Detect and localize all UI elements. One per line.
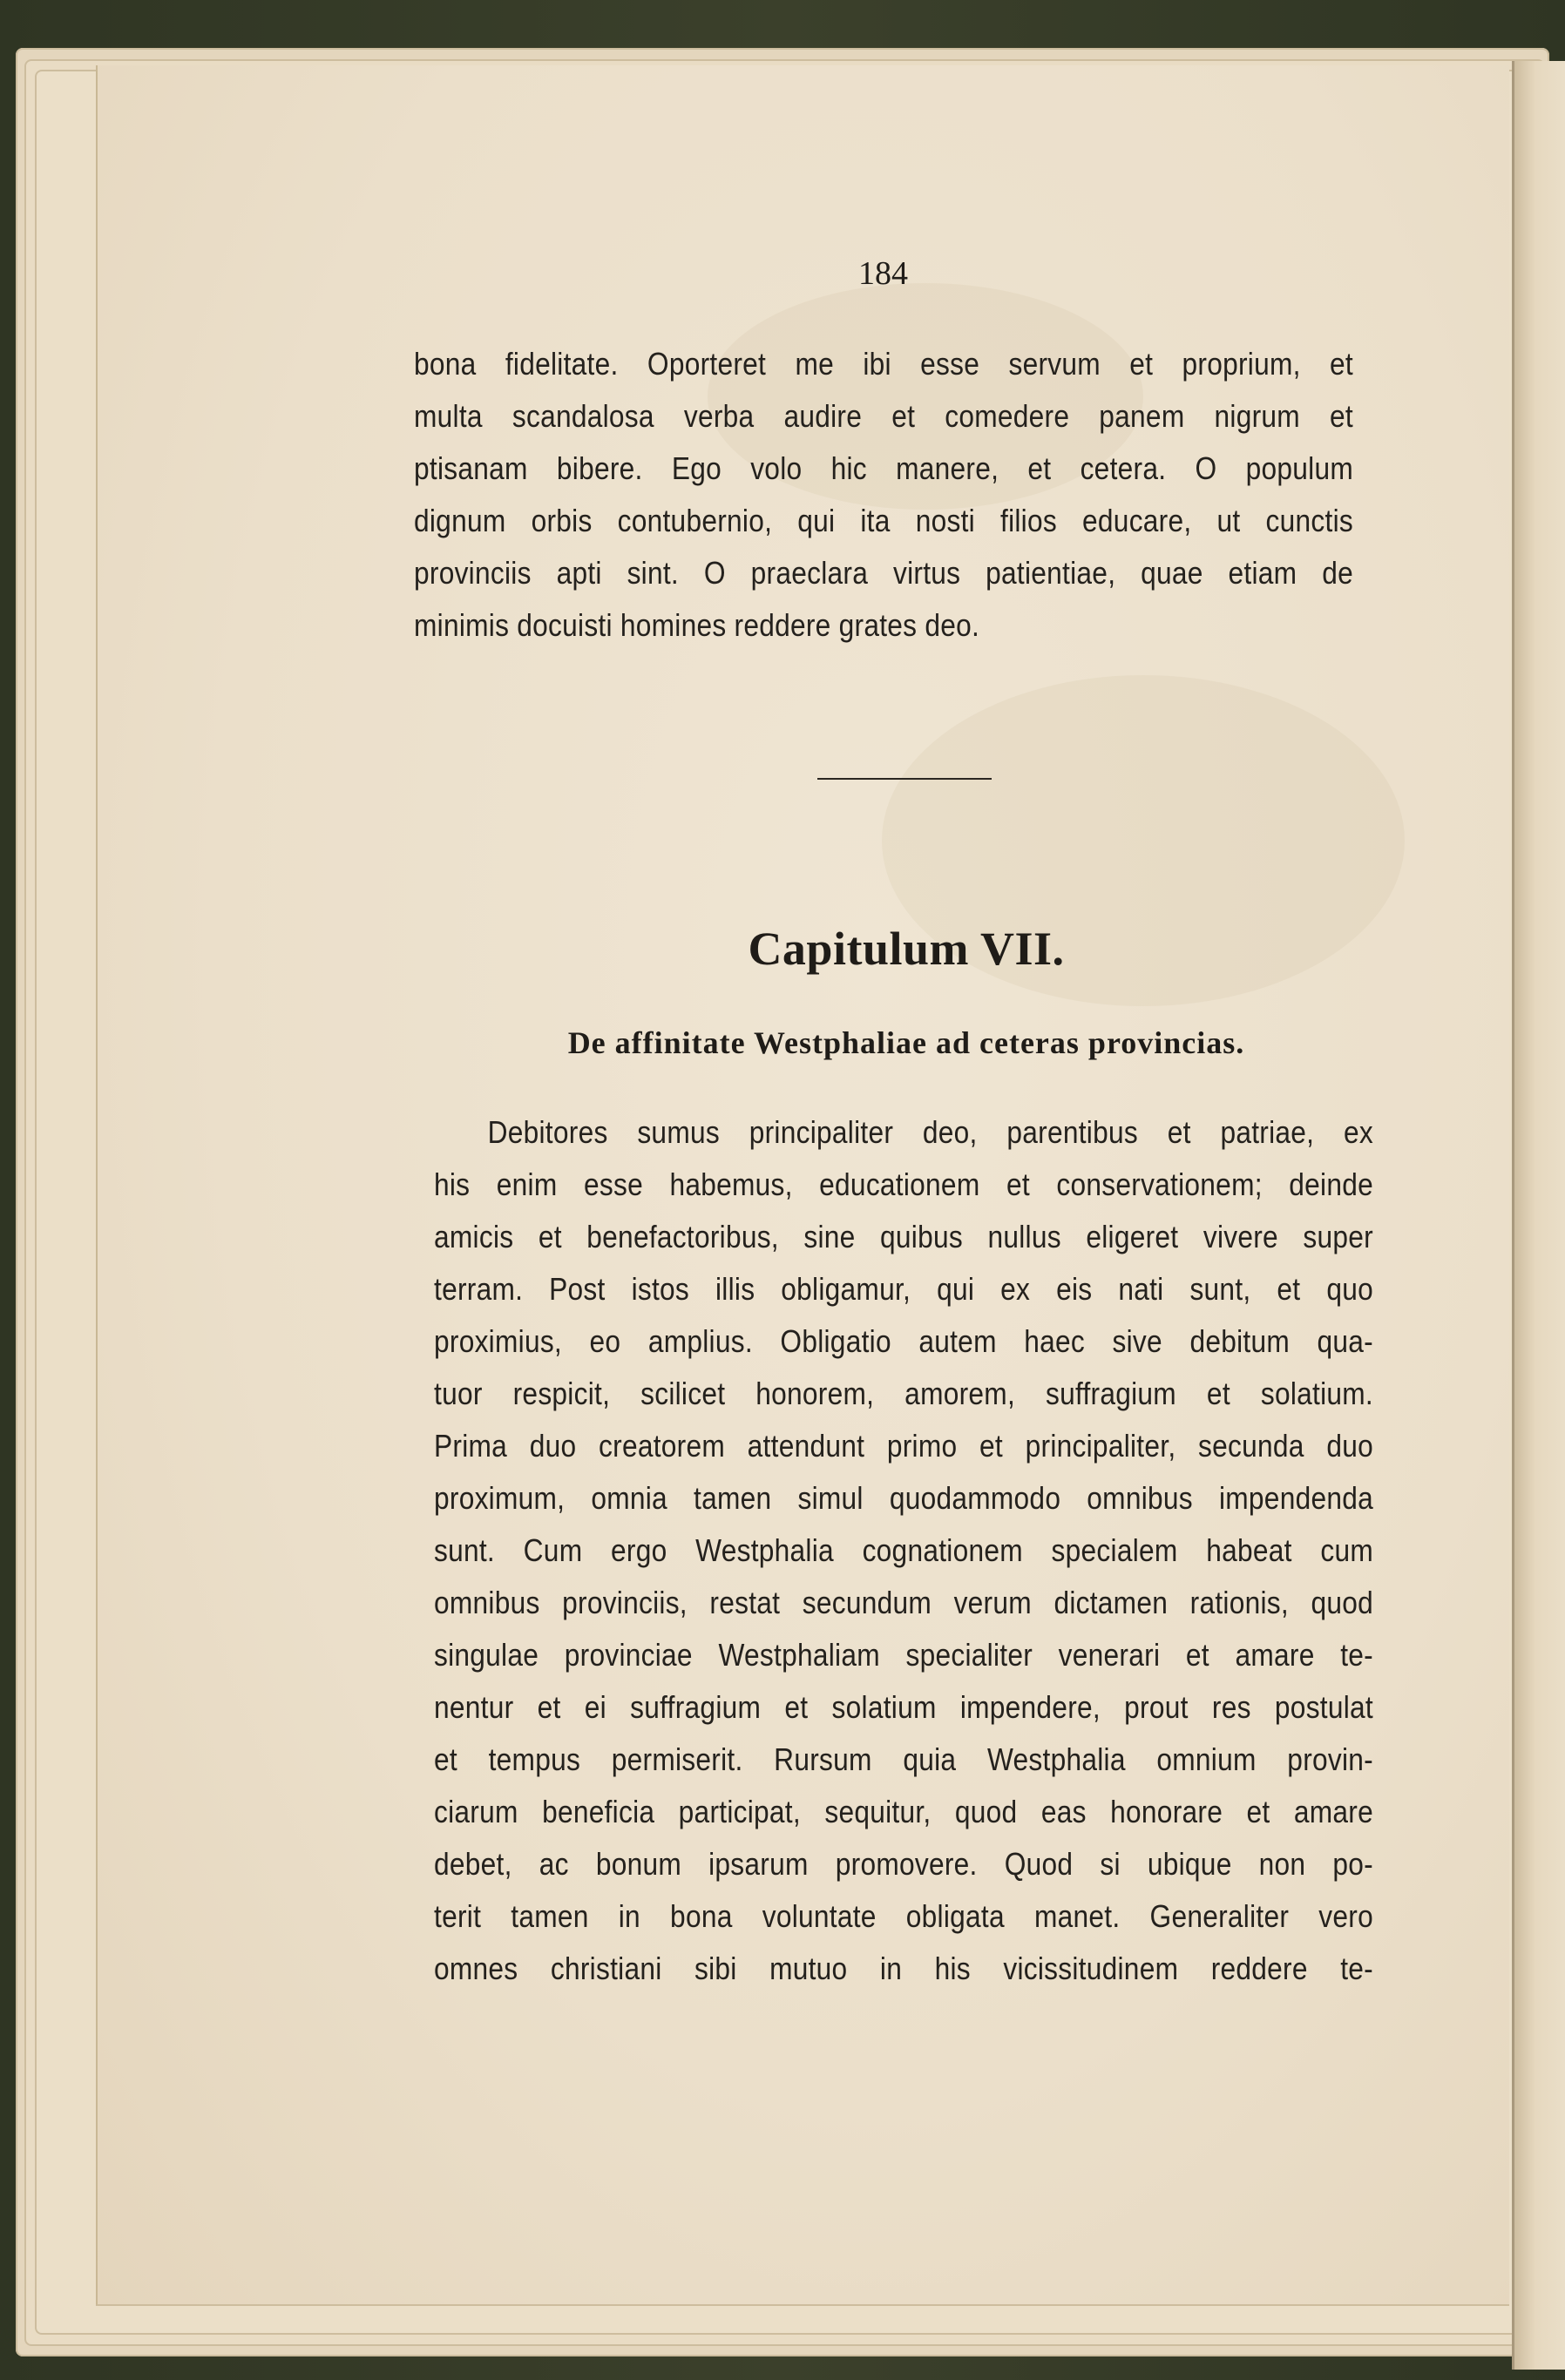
section-divider: [817, 778, 992, 780]
text-line: his enim esse habemus, educationem et conservationem; deinde: [434, 1166, 1373, 1202]
text-line: proximum, omnia tamen simul quodammodo omnibus impendenda: [434, 1480, 1373, 1516]
text-line: ptisanam bibere. Ego volo hic manere, et cetera. O populum: [414, 450, 1353, 486]
chapter-subtitle: De affinitate Westphaliae ad ceteras provincias.: [567, 1025, 1245, 1060]
text-line: et tempus permiserit. Rursum quia Westphalia omnium provin-: [434, 1741, 1373, 1777]
text-line: amicis et benefactoribus, sine quibus nullus eligeret vivere super: [434, 1219, 1373, 1254]
text-line: omnibus provinciis, restat secundum verum dictamen rationis, quod: [434, 1585, 1373, 1620]
text-line: ciarum beneficia participat, sequitur, quod eas honorare et amare: [434, 1794, 1373, 1829]
text-line: Prima duo creatorem attendunt primo et principaliter, secunda duo: [434, 1428, 1373, 1464]
text-line: omnes christiani sibi mutuo in his vicissitudinem reddere te-: [434, 1951, 1373, 1986]
text-line: multa scandalosa verba audire et comedere panem nigrum et: [414, 398, 1353, 434]
text-line: terit tamen in bona voluntate obligata manet. Generaliter vero: [434, 1898, 1373, 1934]
text-line: nentur et ei suffragium et solatium impendere, prout res postulat: [434, 1689, 1373, 1725]
text-line: minimis docuisti homines reddere grates deo.: [414, 607, 980, 643]
text-line: bona fidelitate. Oporteret me ibi esse servum et proprium, et: [414, 346, 1353, 382]
chapter-paragraph: [434, 1106, 1373, 1995]
text-line: sunt. Cum ergo Westphalia cognationem specialem habeat cum: [434, 1532, 1373, 1568]
text-line: debet, ac bonum ipsarum promovere. Quod si ubique non po-: [434, 1846, 1373, 1882]
text-line: proximius, eo amplius. Obligatio autem haec sive debitum qua-: [434, 1323, 1373, 1359]
chapter-title: Capitulum VII.: [748, 923, 1065, 975]
text-line: provinciis apti sint. O praeclara virtus patientiae, quae etiam de: [414, 555, 1353, 591]
text-line: terram. Post istos illis obligamur, qui ex eis nati sunt, et quo: [434, 1271, 1373, 1307]
page-number: 184: [858, 255, 908, 292]
text-line: tuor respicit, scilicet honorem, amorem, suffragium et solatium.: [434, 1376, 1373, 1411]
text-line: singulae provinciae Westphaliam specialiter venerari et amare te-: [434, 1637, 1373, 1673]
text-line: Debitores sumus principaliter deo, parentibus et patriae, ex: [487, 1114, 1373, 1150]
facing-page-edge: [1512, 61, 1565, 2370]
text-line: dignum orbis contubernio, qui ita nosti filios educare, ut cunctis: [414, 503, 1353, 538]
paragraph-continued: [414, 338, 1353, 652]
